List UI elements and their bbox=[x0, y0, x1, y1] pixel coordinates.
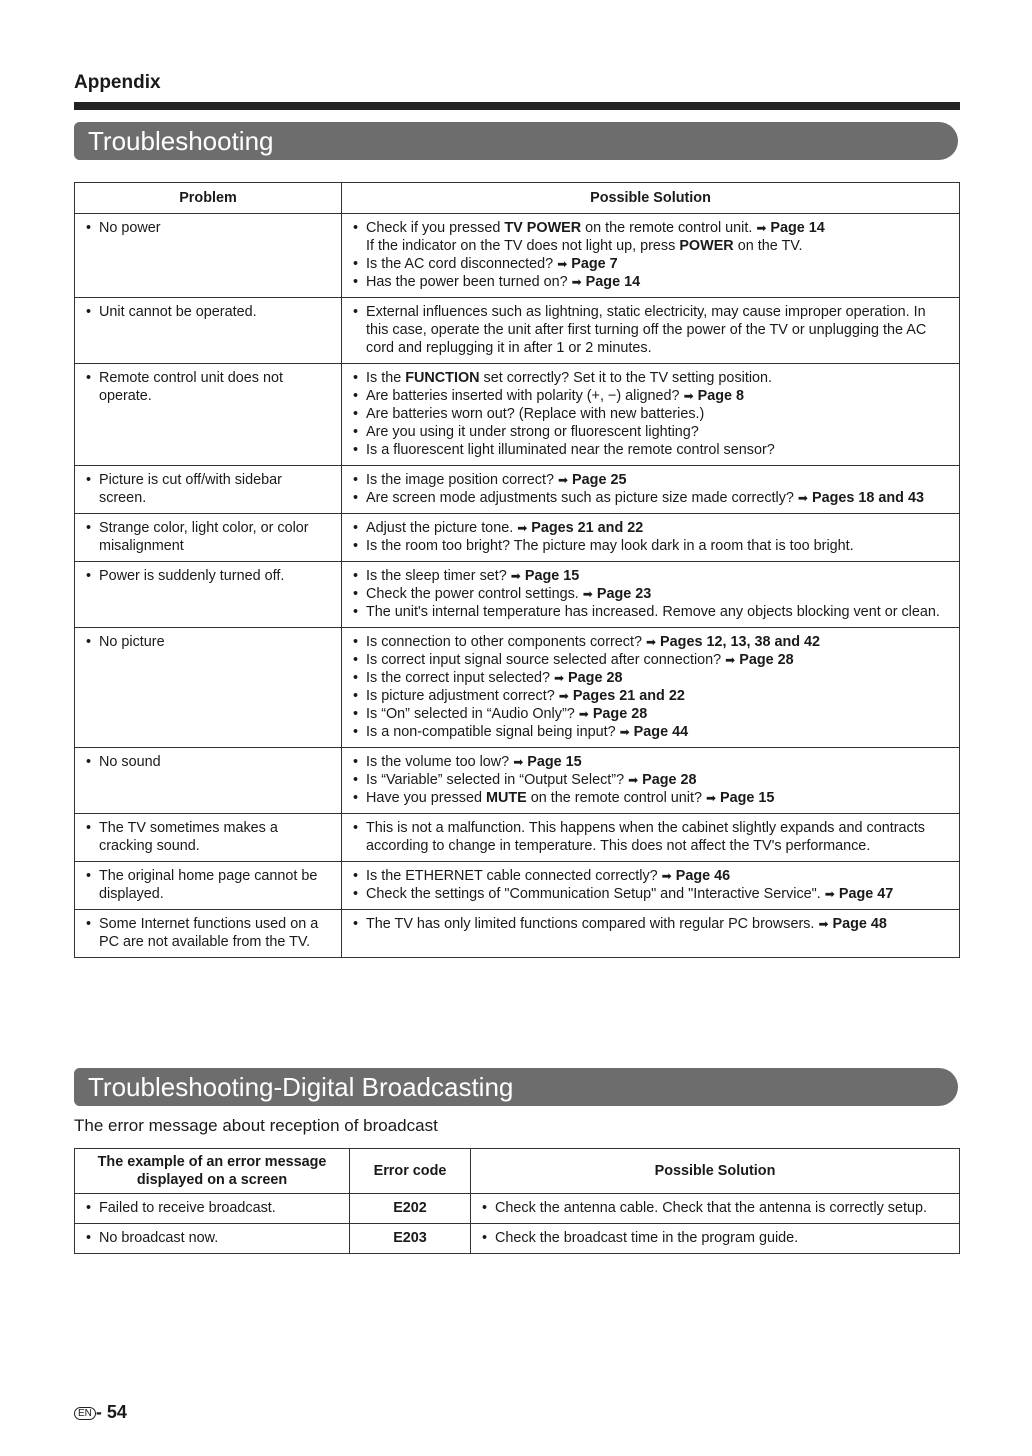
table-row bbox=[75, 466, 960, 514]
bold-text: Page 23 bbox=[596, 586, 652, 602]
arrow-icon: ➡ bbox=[661, 869, 672, 883]
solution-list bbox=[350, 915, 951, 933]
problem-list bbox=[83, 819, 333, 855]
solution-text: The TV has only limited functions compared with regular PC browsers. bbox=[366, 916, 819, 932]
error-code: E202 bbox=[350, 1194, 471, 1224]
bold-text: Page 44 bbox=[633, 724, 689, 740]
error-message: • Failed to receive broadcast. bbox=[83, 1199, 341, 1217]
arrow-icon: ➡ bbox=[558, 689, 569, 703]
solution-text: External influences such as lightning, static electricity, may cause improper operation. In this case, operate the unit after first turning off the power of the TV or unplugging the AC cord and replugging it in after 1 or 2 minutes. bbox=[366, 304, 927, 356]
error-message: • No broadcast now. bbox=[83, 1229, 341, 1247]
solution-item bbox=[350, 687, 951, 705]
solution-cell bbox=[342, 364, 960, 466]
arrow-icon: ➡ bbox=[756, 221, 767, 235]
arrow-icon: ➡ bbox=[557, 473, 569, 487]
solution-item bbox=[350, 885, 951, 903]
table-row bbox=[75, 910, 960, 958]
problem-cell bbox=[75, 364, 342, 466]
solution-item bbox=[350, 915, 951, 933]
problem-cell bbox=[75, 562, 342, 628]
solution-cell bbox=[471, 1224, 960, 1254]
problem-item: • Picture is cut off/with sidebar screen. bbox=[83, 471, 333, 507]
solution-text: Is the volume too low? bbox=[366, 754, 514, 770]
solution-item bbox=[350, 441, 951, 459]
solution-text: Adjust the picture tone. bbox=[366, 520, 518, 536]
arrow-icon: ➡ bbox=[725, 653, 736, 667]
table-row bbox=[75, 862, 960, 910]
solution-item bbox=[350, 651, 951, 669]
bold-text: Pages 18 and 43 bbox=[811, 490, 924, 506]
solution-item bbox=[350, 405, 951, 423]
solution-list bbox=[350, 369, 951, 459]
solution-list bbox=[350, 633, 951, 741]
solution-item bbox=[350, 753, 951, 771]
solution-text: Is the sleep timer set? bbox=[366, 568, 511, 584]
bold-text: Pages 12, 13, 38 and 42 bbox=[660, 634, 821, 650]
problem-cell bbox=[75, 910, 342, 958]
solution-text: Is connection to other components correct? bbox=[366, 634, 646, 650]
problem-cell bbox=[75, 514, 342, 562]
problem-cell bbox=[75, 298, 342, 364]
arrow-icon: ➡ bbox=[628, 773, 639, 787]
problem-item: • The TV sometimes makes a cracking sound. bbox=[83, 819, 333, 855]
solution-text: This is not a malfunction. This happens when the cabinet slightly expands and contracts according to change in temperature. This does not affect the TV's performance. bbox=[366, 820, 925, 854]
solution-list bbox=[350, 519, 951, 555]
language-badge: EN bbox=[74, 1407, 96, 1420]
bold-text: Pages 21 and 22 bbox=[531, 520, 644, 536]
message-cell bbox=[75, 1194, 350, 1224]
solution-cell bbox=[471, 1194, 960, 1224]
problem-list bbox=[83, 369, 333, 405]
solution-item bbox=[350, 273, 951, 291]
table-row bbox=[75, 1224, 960, 1254]
arrow-icon: ➡ bbox=[824, 887, 835, 901]
solution-item bbox=[350, 219, 951, 255]
solution-text: Are you using it under strong or fluorescent lighting? bbox=[366, 424, 699, 440]
problem-item: • Some Internet functions used on a PC are not available from the TV. bbox=[83, 915, 333, 951]
solution-item bbox=[350, 723, 951, 741]
solution-text: If the indicator on the TV does not light up, press bbox=[366, 238, 680, 254]
bold-text: Page 46 bbox=[675, 868, 731, 884]
solution-cell bbox=[342, 562, 960, 628]
solution-text: Is the bbox=[366, 370, 406, 386]
solution-text: Check the settings of "Communication Setup" and "Interactive Service". bbox=[366, 886, 825, 902]
bold-text: Page 28 bbox=[739, 652, 794, 668]
table-row bbox=[75, 814, 960, 862]
bold-text: Page 15 bbox=[720, 790, 775, 806]
solution-text: Is “On” selected in “Audio Only”? bbox=[366, 706, 579, 722]
solution-item bbox=[350, 603, 951, 621]
solution-text: on the remote control unit. bbox=[581, 220, 757, 236]
solution-cell bbox=[342, 514, 960, 562]
solution-item bbox=[350, 471, 951, 489]
table-row bbox=[75, 298, 960, 364]
solution-item bbox=[350, 705, 951, 723]
problem-cell bbox=[75, 466, 342, 514]
solution-item bbox=[350, 567, 951, 585]
solution-text: on the TV. bbox=[733, 238, 803, 254]
problem-item: • Unit cannot be operated. bbox=[83, 303, 333, 321]
problem-list bbox=[83, 519, 333, 555]
solution-text: Is the AC cord disconnected? bbox=[366, 256, 558, 272]
problem-item: • Strange color, light color, or color misalignment bbox=[83, 519, 333, 555]
solution-item bbox=[350, 519, 951, 537]
problem-list bbox=[83, 867, 333, 903]
solution-text: Is correct input signal source selected after connection? bbox=[366, 652, 726, 668]
solution-list bbox=[350, 219, 951, 291]
bold-text: Page 28 bbox=[568, 670, 623, 686]
solution-item bbox=[350, 867, 951, 885]
arrow-icon: ➡ bbox=[797, 491, 808, 505]
problem-cell bbox=[75, 862, 342, 910]
bold-text: MUTE bbox=[486, 790, 527, 806]
column-header-problem: Problem bbox=[75, 183, 342, 214]
problem-item: • No sound bbox=[83, 753, 333, 771]
bold-text: Page 8 bbox=[697, 388, 745, 404]
solution-item bbox=[350, 771, 951, 789]
column-header-solution: Possible Solution bbox=[471, 1149, 960, 1194]
arrow-icon: ➡ bbox=[553, 671, 565, 685]
problem-list bbox=[83, 915, 333, 951]
solution-item bbox=[350, 537, 951, 555]
solution-cell bbox=[342, 628, 960, 748]
bold-text: Page 15 bbox=[527, 754, 582, 770]
arrow-icon: ➡ bbox=[513, 755, 524, 769]
bold-text: Page 7 bbox=[571, 256, 618, 272]
solution-text: Are batteries inserted with polarity (+, −) aligned? bbox=[366, 388, 684, 404]
problem-item: • No picture bbox=[83, 633, 333, 651]
bold-text: Page 15 bbox=[524, 568, 580, 584]
problem-list bbox=[83, 471, 333, 507]
page-number bbox=[74, 1402, 127, 1423]
problem-list bbox=[83, 219, 333, 237]
column-header-message: The example of an error message displayed on a screen bbox=[75, 1149, 350, 1194]
solution-text: Is the correct input selected? bbox=[366, 670, 554, 686]
table-row bbox=[75, 628, 960, 748]
problem-item: • No power bbox=[83, 219, 333, 237]
troubleshooting-banner bbox=[74, 122, 958, 160]
solution-text: Is a non-compatible signal being input? bbox=[366, 724, 620, 740]
problem-item: • Power is suddenly turned off. bbox=[83, 567, 333, 585]
problem-list bbox=[83, 753, 333, 771]
solution-text: Check if you pressed bbox=[366, 220, 505, 236]
digital-broadcasting-banner bbox=[74, 1068, 958, 1106]
solution-text: on the remote control unit? bbox=[526, 790, 706, 806]
solution-cell bbox=[342, 214, 960, 298]
problem-cell bbox=[75, 748, 342, 814]
solution-item: • Check the broadcast time in the program guide. bbox=[479, 1229, 951, 1247]
solution-cell bbox=[342, 466, 960, 514]
column-header-solution: Possible Solution bbox=[342, 183, 960, 214]
solution-list bbox=[350, 867, 951, 903]
bold-text: POWER bbox=[679, 238, 734, 254]
solution-item bbox=[350, 669, 951, 687]
solution-text: Is picture adjustment correct? bbox=[366, 688, 559, 704]
bold-text: FUNCTION bbox=[405, 370, 480, 386]
arrow-icon: ➡ bbox=[571, 275, 582, 289]
page-number-text: - 54 bbox=[95, 1402, 127, 1422]
table-row bbox=[75, 514, 960, 562]
problem-list bbox=[83, 633, 333, 651]
bold-text: Page 47 bbox=[838, 886, 894, 902]
solution-text: Is the image position correct? bbox=[366, 472, 558, 488]
solution-cell bbox=[342, 910, 960, 958]
arrow-icon: ➡ bbox=[619, 725, 630, 739]
solution-text: Are batteries worn out? (Replace with new batteries.) bbox=[366, 406, 705, 422]
message-cell bbox=[75, 1224, 350, 1254]
solution-item: • Check the antenna cable. Check that the antenna is correctly setup. bbox=[479, 1199, 951, 1217]
bold-text: Pages 21 and 22 bbox=[572, 688, 685, 704]
arrow-icon: ➡ bbox=[582, 587, 593, 601]
solution-item bbox=[350, 423, 951, 441]
solution-text: Is the ETHERNET cable connected correctly? bbox=[366, 868, 662, 884]
solution-item bbox=[350, 489, 951, 507]
bold-text: Page 28 bbox=[642, 772, 697, 788]
solution-text: Has the power been turned on? bbox=[366, 274, 572, 290]
error-code: E203 bbox=[350, 1224, 471, 1254]
solution-item bbox=[350, 303, 951, 357]
solution-list bbox=[350, 303, 951, 357]
problem-cell bbox=[75, 628, 342, 748]
problem-list bbox=[83, 567, 333, 585]
solution-text: Is a fluorescent light illuminated near the remote control sensor? bbox=[366, 442, 775, 458]
solution-text: The unit's internal temperature has increased. Remove any objects blocking vent or clean. bbox=[366, 604, 940, 620]
table-row bbox=[75, 748, 960, 814]
solution-text: Have you pressed bbox=[366, 790, 486, 806]
error-message-table bbox=[74, 1148, 960, 1254]
bold-text: Page 14 bbox=[770, 220, 825, 236]
solution-text: Is the room too bright? The picture may look dark in a room that is too bright. bbox=[366, 538, 854, 554]
problem-cell bbox=[75, 814, 342, 862]
section-heading: Appendix bbox=[74, 72, 161, 93]
troubleshooting-table bbox=[74, 182, 960, 958]
section-subtitle: The error message about reception of broadcast bbox=[74, 1116, 438, 1135]
arrow-icon: ➡ bbox=[557, 257, 568, 271]
problem-list bbox=[83, 303, 333, 321]
column-header-error-code: Error code bbox=[350, 1149, 471, 1194]
solution-text: Check the power control settings. bbox=[366, 586, 583, 602]
arrow-icon: ➡ bbox=[645, 635, 657, 649]
solution-item bbox=[350, 369, 951, 387]
arrow-icon: ➡ bbox=[578, 707, 589, 721]
bold-text: Page 28 bbox=[592, 706, 648, 722]
solution-list bbox=[350, 471, 951, 507]
solution-list bbox=[350, 753, 951, 807]
solution-item bbox=[350, 585, 951, 603]
table-row bbox=[75, 214, 960, 298]
solution-text: Is “Variable” selected in “Output Select”? bbox=[366, 772, 629, 788]
table-row bbox=[75, 1194, 960, 1224]
arrow-icon: ➡ bbox=[510, 569, 521, 583]
header-rule bbox=[74, 102, 960, 110]
solution-text: Are screen mode adjustments such as picture size made correctly? bbox=[366, 490, 798, 506]
solution-cell bbox=[342, 814, 960, 862]
bold-text: Page 25 bbox=[572, 472, 627, 488]
bold-text: Page 14 bbox=[585, 274, 641, 290]
solution-text: set correctly? Set it to the TV setting position. bbox=[479, 370, 773, 386]
solution-item bbox=[350, 255, 951, 273]
arrow-icon: ➡ bbox=[818, 917, 829, 931]
banner-title: Troubleshooting bbox=[88, 126, 274, 156]
problem-cell bbox=[75, 214, 342, 298]
solution-cell bbox=[342, 748, 960, 814]
solution-item bbox=[350, 633, 951, 651]
arrow-icon: ➡ bbox=[683, 389, 694, 403]
problem-item: • Remote control unit does not operate. bbox=[83, 369, 333, 405]
arrow-icon: ➡ bbox=[705, 791, 717, 805]
bold-text: TV POWER bbox=[504, 220, 582, 236]
bold-text: Page 48 bbox=[832, 916, 887, 932]
solution-list bbox=[350, 819, 951, 855]
solution-item bbox=[350, 819, 951, 855]
table-row bbox=[75, 364, 960, 466]
banner-title: Troubleshooting-Digital Broadcasting bbox=[88, 1072, 514, 1102]
solution-cell bbox=[342, 298, 960, 364]
solution-list bbox=[350, 567, 951, 621]
table-row bbox=[75, 562, 960, 628]
arrow-icon: ➡ bbox=[517, 521, 528, 535]
solution-item bbox=[350, 789, 951, 807]
problem-item: • The original home page cannot be displayed. bbox=[83, 867, 333, 903]
solution-item bbox=[350, 387, 951, 405]
solution-cell bbox=[342, 862, 960, 910]
